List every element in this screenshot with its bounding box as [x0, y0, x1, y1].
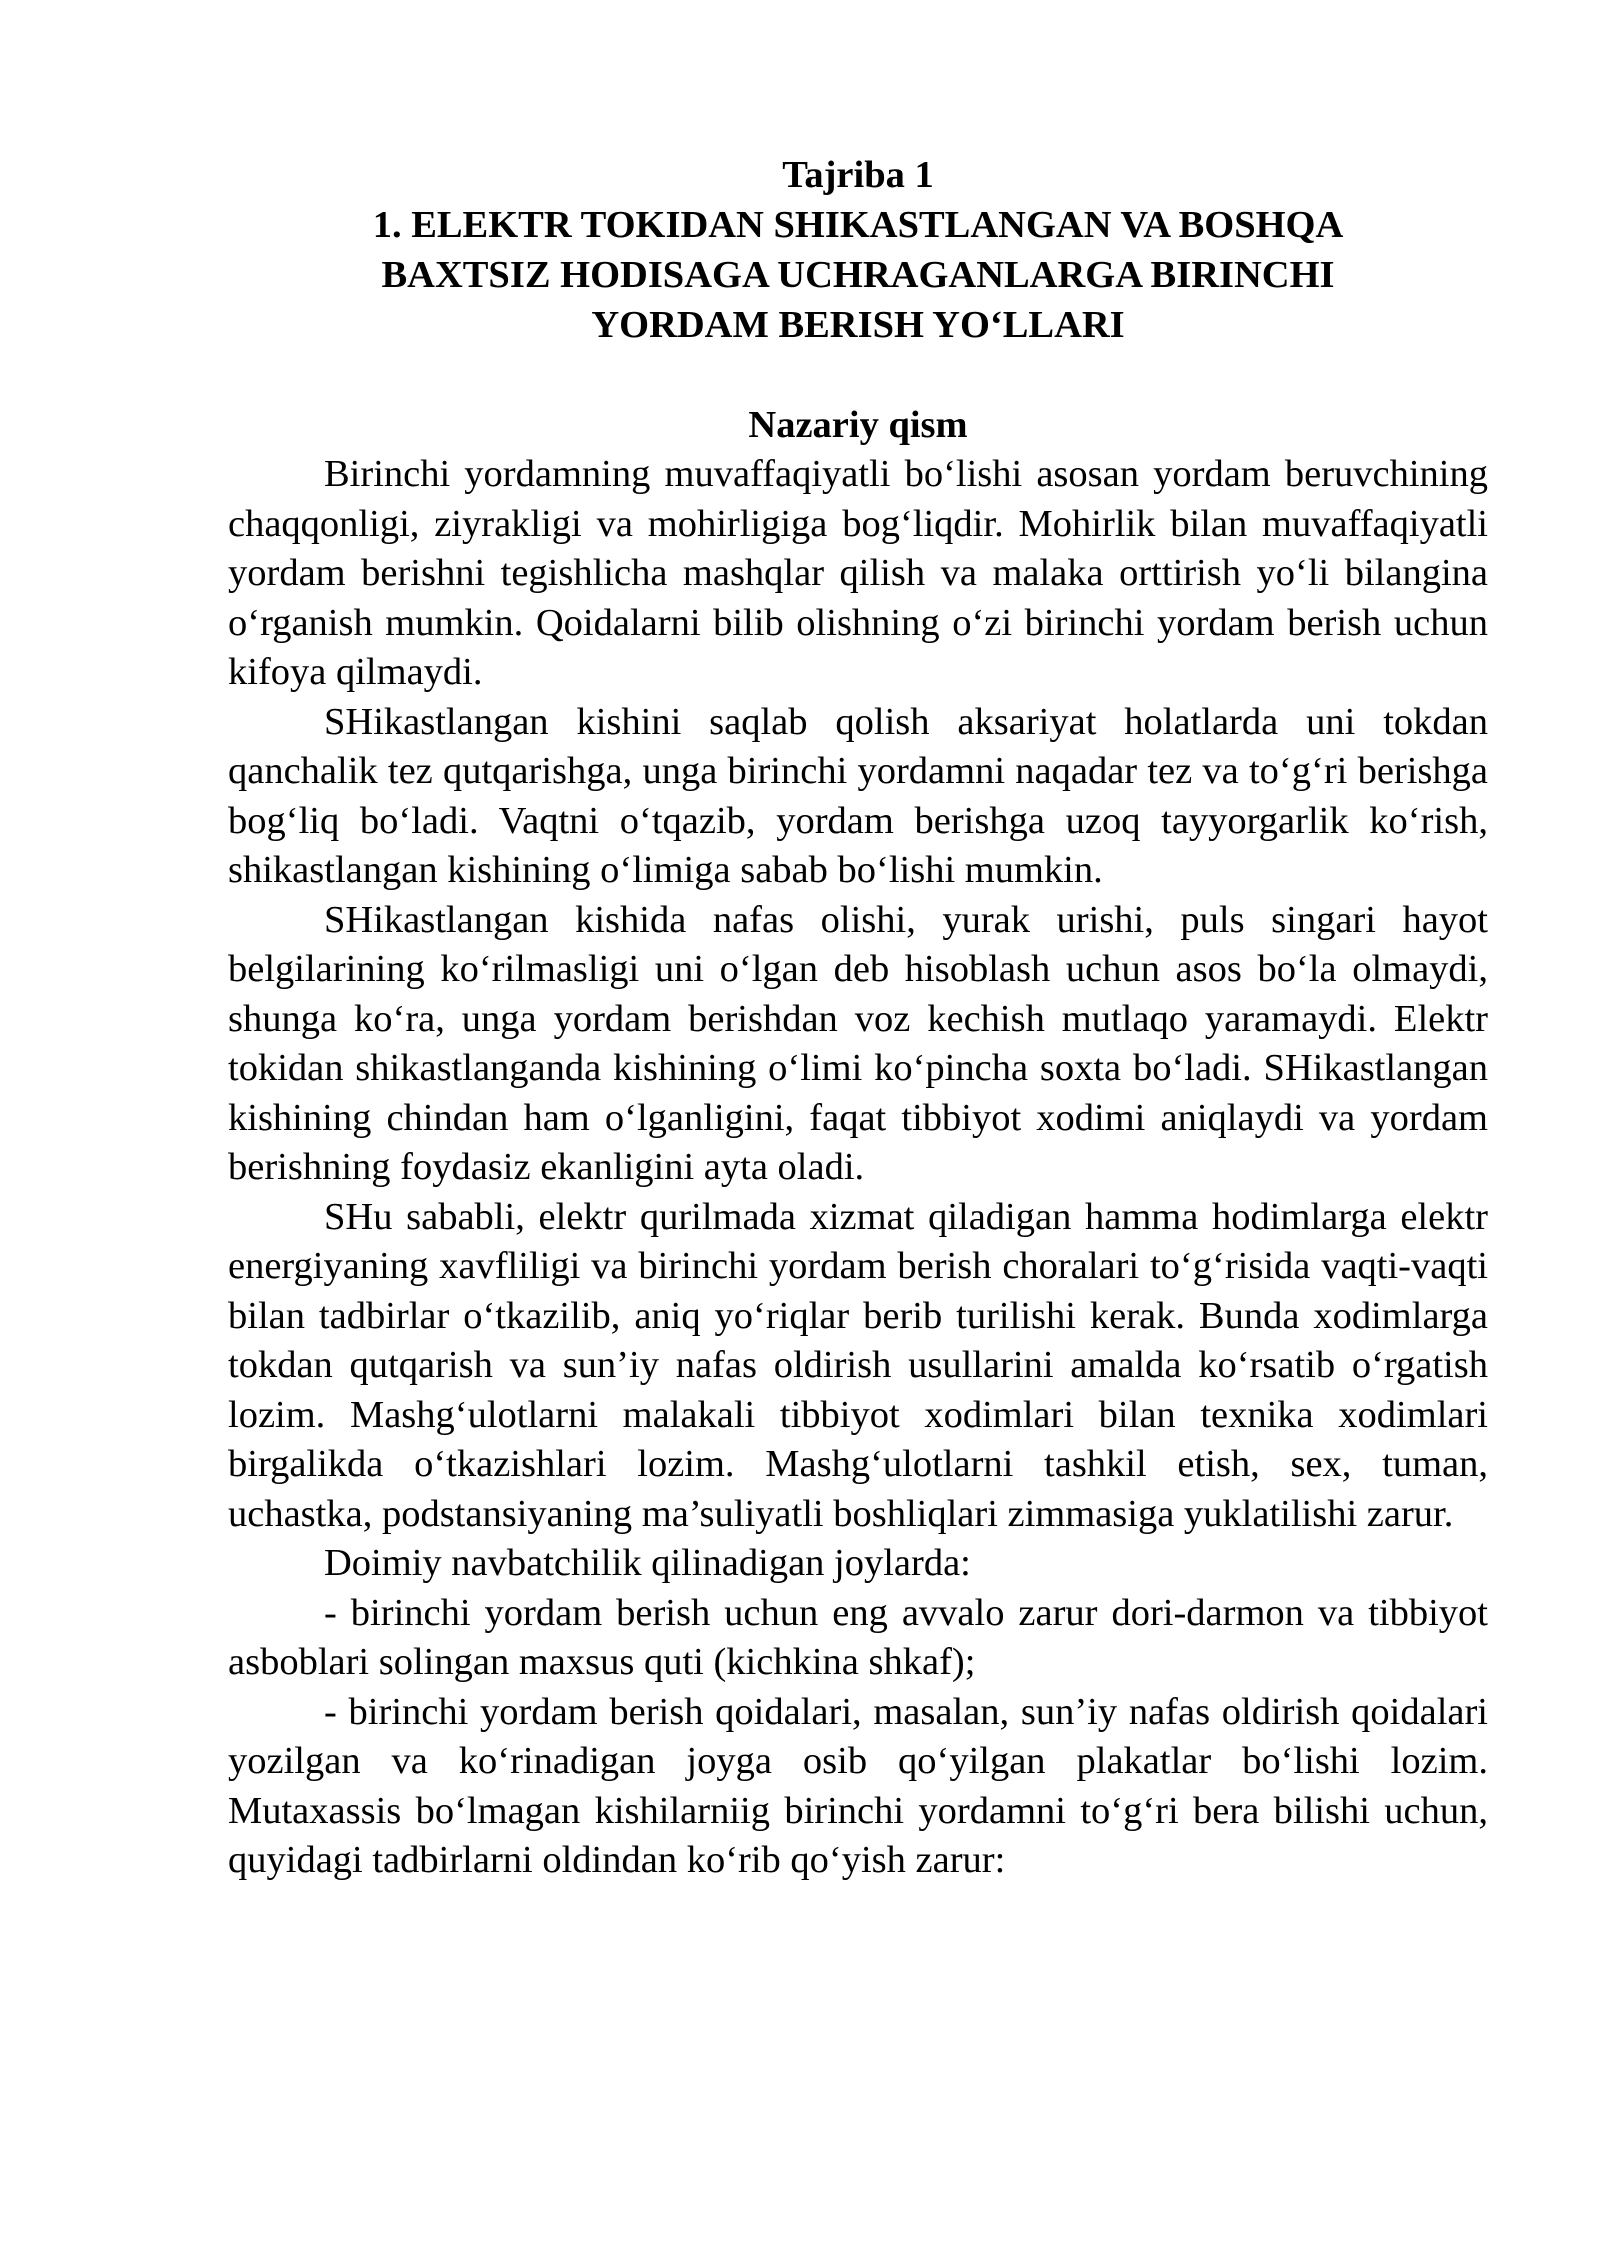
title-line-3: YORDAM BERISH YO‘LLARI	[591, 304, 1125, 346]
paragraph: SHu sababli, elektr qurilmada xizmat qiladigan hamma hodimlarga elektr energiyaning xavfliligi va birinchi yordam berish choralari to‘g‘risida vaqti-vaqti bilan tadbirlar o‘tkazilib, aniq yo‘riqlar berib turilishi kerak. Bunda xodimlarga tokdan qutqarish va sun’iy nafas oldirish usullarini amalda ko‘rsatib o‘rgatish lozim. Mashg‘ulotlarni malakali tibbiyot xodimlari bilan texnika xodimlari birgalikda o‘tkazishlari lozim. Mashg‘ulotlarni tashkil etish, sex, tuman, uchastka, podstansiyaning ma’suliyatli boshliqlari zimmasiga yuklatilishi zarur.	[228, 1195, 1488, 1535]
document-title	[228, 150, 1488, 350]
title-line-experiment: Tajriba 1	[782, 154, 934, 196]
section-heading: Nazariy qism	[748, 404, 968, 446]
list-item: - birinchi yordam berish qoidalari, masalan, sun’iy nafas oldirish qoidalari yozilgan va ko‘rinadigan joyga osib qo‘yilgan plakatlar bo‘lishi lozim. Mutaxassis bo‘lmagan kishilarniig birinchi yordamni to‘g‘ri bera bilishi uchun, quyidagi tadbirlarni oldindan ko‘rib qo‘yish zarur:	[228, 1690, 1488, 1881]
paragraph: SHikastlangan kishida nafas olishi, yurak urishi, puls singari hayot belgilarining ko‘rilmasligi uni o‘lgan deb hisoblash uchun asos bo‘la olmaydi, shunga ko‘ra, unga yordam berishdan voz kechish mutlaqo yaramaydi. Elektr tokidan shikastlanganda kishining o‘limi ko‘pincha soxta bo‘ladi. SHikastlangan kishining chindan ham o‘lganligini, faqat tibbiyot xodimi aniqlaydi va yordam berishning foydasiz ekanligini ayta oladi.	[228, 898, 1488, 1188]
title-line-1: 1. ELEKTR TOKIDAN SHIKASTLANGAN VA BOSHQA	[372, 204, 1344, 246]
document-page	[228, 150, 1488, 1886]
paragraph: Birinchi yordamning muvaffaqiyatli bo‘lishi asosan yordam beruvchining chaqqonligi, ziyrakligi va mohirligiga bog‘liqdir. Mohirlik bilan muvaffaqiyatli yordam berishni tegishlicha mashqlar qilish va malaka orttirish yo‘li bilangina o‘rganish mumkin. Qoidalarni bilib olishning o‘zi birinchi yordam berish uchun kifoya qilmaydi.	[228, 453, 1488, 693]
paragraph: SHikastlangan kishini saqlab qolish aksariyat holatlarda uni tokdan qanchalik tez qutqarishga, unga birinchi yordamni naqadar tez va to‘g‘ri berishga bog‘liq bo‘ladi. Vaqtni o‘tqazib, yordam berishga uzoq tayyorgarlik ko‘rish, shikastlangan kishining o‘limiga sabab bo‘lishi mumkin.	[228, 700, 1488, 891]
paragraph: Doimiy navbatchilik qilinadigan joylarda:	[324, 1542, 971, 1584]
list-item: - birinchi yordam berish uchun eng avvalo zarur dori-darmon va tibbiyot asboblari solingan maxsus quti (kichkina shkaf);	[228, 1591, 1488, 1683]
title-line-2: BAXTSIZ HODISAGA UCHRAGANLARGA BIRINCHI	[381, 254, 1335, 296]
